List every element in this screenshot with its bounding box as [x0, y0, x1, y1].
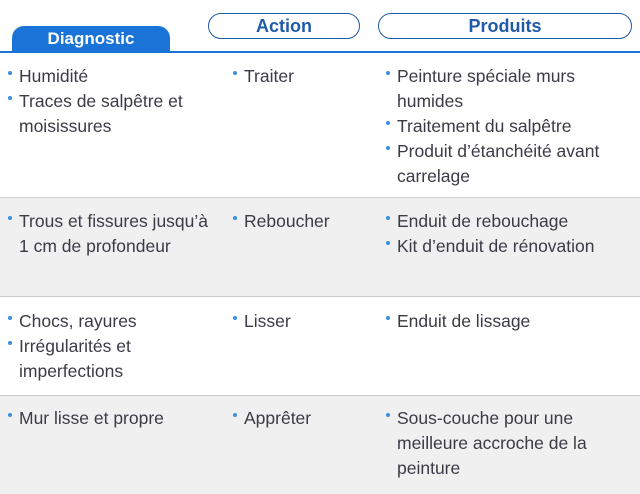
tab-diagnostic[interactable]: Diagnostic [12, 26, 170, 52]
bullet-dot-icon [386, 121, 390, 125]
bullet-dot-icon [233, 216, 237, 220]
list-item [386, 406, 636, 481]
bullet-dot-icon [386, 216, 390, 220]
bullet-list [233, 406, 373, 431]
produits-cell [386, 309, 636, 334]
table-row [0, 396, 640, 494]
produits-cell [386, 406, 636, 481]
list-item [8, 209, 208, 259]
bullet-dot-icon [8, 341, 12, 345]
bullet-dot-icon [386, 146, 390, 150]
produits-cell [386, 64, 636, 189]
table-row [0, 53, 640, 198]
bullet-list [386, 309, 636, 334]
list-item-text: Enduit de rebouchage [397, 211, 569, 231]
bullet-dot-icon [386, 316, 390, 320]
bullet-list [233, 64, 373, 89]
action-cell [233, 209, 373, 234]
list-item-text: Traitement du salpêtre [397, 116, 572, 136]
produits-cell [386, 209, 636, 259]
action-cell [233, 406, 373, 431]
bullet-list [8, 406, 208, 431]
list-item-text: Peinture spéciale murs humides [397, 66, 575, 111]
list-item [233, 209, 373, 234]
bullet-list [233, 309, 373, 334]
bullet-dot-icon [233, 316, 237, 320]
table-row [0, 198, 640, 297]
bullet-list [233, 209, 373, 234]
bullet-dot-icon [8, 96, 12, 100]
list-item [8, 64, 208, 89]
bullet-list [8, 309, 208, 384]
list-item-text: Traiter [244, 66, 294, 86]
list-item [386, 309, 636, 334]
list-item-text: Trous et fissures jusqu’à 1 cm de profondeur [19, 211, 209, 256]
list-item [233, 309, 373, 334]
table-header [0, 0, 640, 52]
list-item [386, 234, 636, 259]
list-item [233, 406, 373, 431]
bullet-list [386, 209, 636, 259]
list-item-text: Apprêter [244, 408, 312, 428]
diagnostic-cell [8, 309, 208, 384]
bullet-list [8, 64, 208, 139]
list-item [386, 64, 636, 114]
list-item-text: Produit d’étanchéité avant carrelage [397, 141, 600, 186]
bullet-list [8, 209, 208, 259]
list-item-text: Mur lisse et propre [19, 408, 164, 428]
bullet-dot-icon [8, 216, 12, 220]
list-item [233, 64, 373, 89]
bullet-dot-icon [8, 71, 12, 75]
bullet-dot-icon [386, 413, 390, 417]
tab-action[interactable]: Action [208, 13, 360, 39]
action-cell [233, 309, 373, 334]
list-item [386, 114, 636, 139]
list-item [386, 139, 636, 189]
tab-produits[interactable]: Produits [378, 13, 632, 39]
bullet-list [386, 64, 636, 189]
list-item-text: Kit d’enduit de rénovation [397, 236, 595, 256]
list-item-text: Reboucher [244, 211, 330, 231]
table-row [0, 297, 640, 396]
list-item [386, 209, 636, 234]
bullet-dot-icon [386, 71, 390, 75]
action-cell [233, 64, 373, 89]
list-item [8, 334, 208, 384]
bullet-list [386, 406, 636, 481]
list-item-text: Lisser [244, 311, 291, 331]
list-item-text: Irrégularités et imperfections [19, 336, 131, 381]
list-item [8, 406, 208, 431]
bullet-dot-icon [233, 413, 237, 417]
diagnostic-cell [8, 209, 208, 259]
diagnostic-cell [8, 64, 208, 139]
bullet-dot-icon [8, 316, 12, 320]
bullet-dot-icon [8, 413, 12, 417]
list-item-text: Traces de salpêtre et moisissures [19, 91, 183, 136]
list-item-text: Sous-couche pour une meilleure accroche de la peinture [397, 408, 587, 478]
list-item-text: Chocs, rayures [19, 311, 137, 331]
bullet-dot-icon [233, 71, 237, 75]
list-item-text: Enduit de lissage [397, 311, 531, 331]
list-item-text: Humidité [19, 66, 89, 86]
diagnostic-cell [8, 406, 208, 431]
bullet-dot-icon [386, 241, 390, 245]
list-item [8, 309, 208, 334]
list-item [8, 89, 208, 139]
